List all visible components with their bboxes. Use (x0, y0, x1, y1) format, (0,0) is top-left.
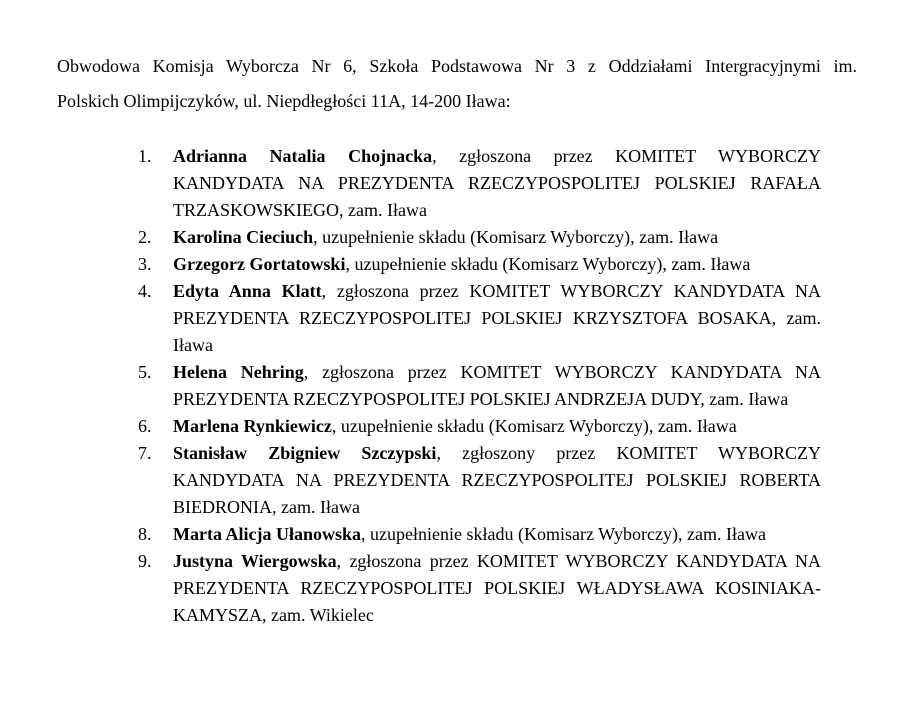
member-details: , uzupełnienie składu (Komisarz Wyborczy), zam. Iława (345, 254, 751, 274)
item-number: 6. (138, 416, 152, 436)
member-name: Karolina Cieciuch (173, 227, 314, 247)
member-entry (173, 359, 821, 413)
member-details: , uzupełnienie składu (Komisarz Wyborczy), zam. Iława (313, 227, 719, 247)
member-list-item (138, 413, 821, 440)
member-details: , zgłoszona przez KOMITET WYBORCZY KANDYDATA NA PREZYDENTA RZECZYPOSPOLITEJ POLSKIEJ RAFAŁA TRZASKOWSKIEGO, zam. Iława (173, 146, 821, 220)
member-entry (173, 251, 821, 278)
member-list-item (138, 224, 821, 251)
member-entry (173, 521, 821, 548)
member-list-item (138, 278, 821, 359)
item-number: 8. (138, 524, 152, 544)
member-list-item (138, 251, 821, 278)
item-number: 3. (138, 254, 152, 274)
member-entry (173, 413, 821, 440)
member-name: Edyta Anna Klatt (173, 281, 322, 301)
member-entry (173, 440, 821, 521)
member-list-item (138, 521, 821, 548)
member-entry (173, 278, 821, 359)
commission-heading-line-2: Polskich Olimpijczyków, ul. Niepdłegłości 11A, 14-200 Iława: (57, 91, 511, 111)
commission-heading (57, 49, 857, 119)
member-list-item (138, 143, 821, 224)
member-details: , zgłoszona przez KOMITET WYBORCZY KANDYDATA NA PREZYDENTA RZECZYPOSPOLITEJ POLSKIEJ WŁADYSŁAWA KOSINIAKA-KAMYSZA, zam. Wikielec (173, 551, 821, 625)
member-name: Marta Alicja Ułanowska (173, 524, 361, 544)
item-number: 7. (138, 443, 152, 463)
member-details: , uzupełnienie składu (Komisarz Wyborczy), zam. Iława (331, 416, 737, 436)
member-name: Marlena Rynkiewicz (173, 416, 332, 436)
member-name: Adrianna Natalia Chojnacka (173, 146, 433, 166)
commission-heading-line-1: Obwodowa Komisja Wyborcza Nr 6, Szkoła Podstawowa Nr 3 z Oddziałami Intergracyjnymi im. (57, 56, 857, 76)
member-entry (173, 224, 821, 251)
member-list-item (138, 548, 821, 629)
item-number: 1. (138, 146, 152, 166)
member-list-item (138, 440, 821, 521)
member-details: , zgłoszona przez KOMITET WYBORCZY KANDYDATA NA PREZYDENTA RZECZYPOSPOLITEJ POLSKIEJ KRZYSZTOFA BOSAKA, zam. Iława (173, 281, 821, 355)
member-details: , zgłoszony przez KOMITET WYBORCZY KANDYDATA NA PREZYDENTA RZECZYPOSPOLITEJ POLSKIEJ ROBERTA BIEDRONIA, zam. Iława (173, 443, 821, 517)
item-number: 4. (138, 281, 152, 301)
member-entry (173, 548, 821, 629)
member-name: Grzegorz Gortatowski (173, 254, 346, 274)
member-details: , zgłoszona przez KOMITET WYBORCZY KANDYDATA NA PREZYDENTA RZECZYPOSPOLITEJ POLSKIEJ ANDRZEJA DUDY, zam. Iława (173, 362, 822, 409)
member-details: , uzupełnienie składu (Komisarz Wyborczy), zam. Iława (361, 524, 766, 544)
member-name: Stanisław Zbigniew Szczypski (173, 443, 437, 463)
item-number: 9. (138, 551, 152, 571)
member-name: Justyna Wiergowska (173, 551, 337, 571)
member-name: Helena Nehring (173, 362, 304, 382)
item-number: 2. (138, 227, 152, 247)
member-list (138, 143, 821, 629)
item-number: 5. (138, 362, 152, 382)
member-entry (173, 143, 821, 224)
member-list-item (138, 359, 821, 413)
